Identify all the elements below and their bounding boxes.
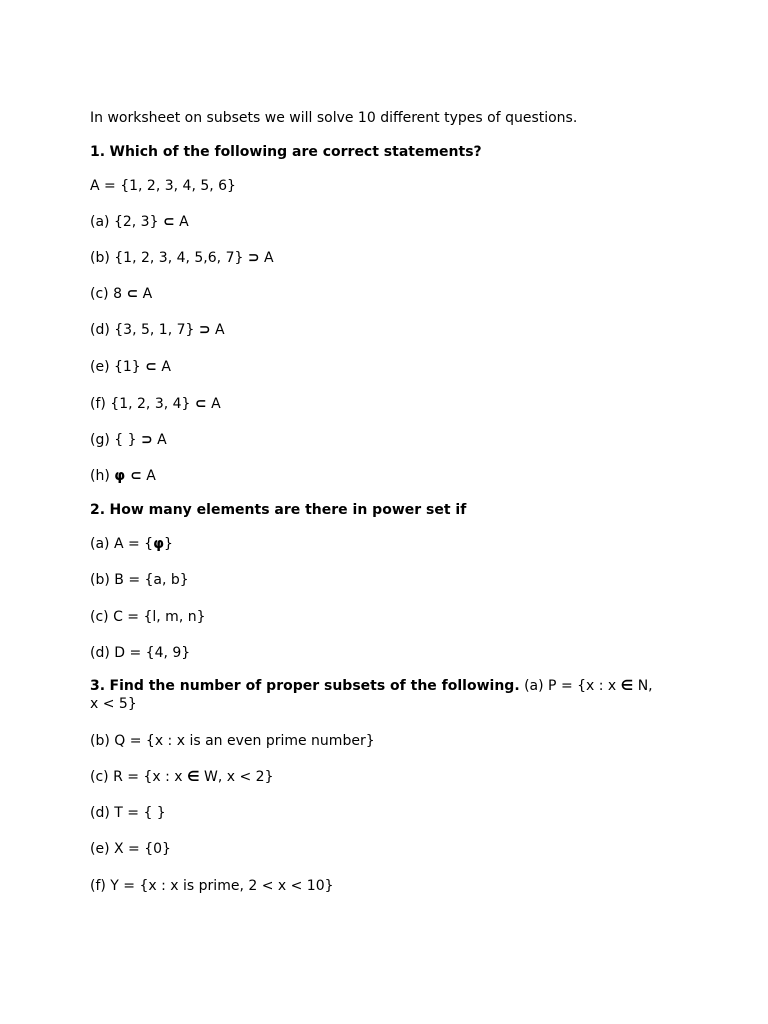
q3-item-f: (f) Y = {x : x is prime, 2 < x < 10} xyxy=(90,878,334,894)
q3-item-a-continuation: x < 5} xyxy=(90,696,137,712)
q3-item-e: (e) X = {0} xyxy=(90,841,171,857)
question-2-number: 2. xyxy=(90,502,106,518)
intro-text: In worksheet on subsets we will solve 10 different types of questions. xyxy=(90,110,578,126)
item-text-end: W, x < 2} xyxy=(204,769,274,785)
q1-item-e xyxy=(90,358,680,376)
question-1-set-definition: A = {1, 2, 3, 4, 5, 6} xyxy=(90,178,236,194)
empty-set-symbol: φ xyxy=(153,536,165,552)
q1-item-c xyxy=(90,285,680,303)
subset-symbol: ⊂ xyxy=(126,286,139,302)
q1-item-d xyxy=(90,321,680,339)
q3-item-c xyxy=(90,768,680,786)
q1-item-h xyxy=(90,467,680,485)
q1-item-b xyxy=(90,249,680,267)
item-text: (a) A = { xyxy=(90,536,154,552)
superset-symbol: ⊃ xyxy=(247,250,260,266)
item-text: (c) R = {x : x xyxy=(90,769,183,785)
q2-item-d: (d) D = {4, 9} xyxy=(90,645,191,661)
q3-item-a-text: (a) P = {x : x xyxy=(524,678,617,694)
superset-symbol: ⊃ xyxy=(198,322,211,338)
item-text-end: } xyxy=(164,536,173,552)
question-1-title: Which of the following are correct statements? xyxy=(109,144,482,160)
item-rest: A xyxy=(264,250,274,266)
superset-symbol: ⊃ xyxy=(140,432,153,448)
item-rest: A xyxy=(146,468,156,484)
item-rest: A xyxy=(161,359,171,375)
q2-item-a xyxy=(90,535,680,553)
subset-symbol: ⊂ xyxy=(162,214,175,230)
item-label: (f) {1, 2, 3, 4} xyxy=(90,396,191,412)
item-label: (b) {1, 2, 3, 4, 5,6, 7} xyxy=(90,250,244,266)
subset-symbol: ⊂ xyxy=(194,396,207,412)
question-3-title: Find the number of proper subsets of the following. xyxy=(109,678,520,694)
q1-item-f xyxy=(90,395,680,413)
item-rest: A xyxy=(215,322,225,338)
question-3-heading xyxy=(90,677,680,695)
q3-item-b: (b) Q = {x : x is an even prime number} xyxy=(90,733,375,749)
item-rest: A xyxy=(142,286,153,302)
item-label: (g) { } xyxy=(90,432,137,448)
item-label: (a) {2, 3} xyxy=(90,214,159,230)
question-1-heading xyxy=(90,143,680,161)
item-rest: A xyxy=(157,432,167,448)
q3-item-d: (d) T = { } xyxy=(90,805,166,821)
q2-item-c: (c) C = {l, m, n} xyxy=(90,609,206,625)
item-label: (d) {3, 5, 1, 7} xyxy=(90,322,195,338)
element-of-symbol: ∈ xyxy=(186,769,200,785)
q1-item-g xyxy=(90,431,680,449)
question-2-title: How many elements are there in power set if xyxy=(109,502,467,518)
question-1-number: 1. xyxy=(90,144,106,160)
empty-set-subset-symbol: φ ⊂ xyxy=(114,468,142,484)
item-rest: A xyxy=(211,396,221,412)
item-label: (c) 8 xyxy=(90,286,122,302)
question-3-number: 3. xyxy=(90,678,106,694)
q2-item-b: (b) B = {a, b} xyxy=(90,572,189,588)
item-rest: A xyxy=(179,214,189,230)
item-label: (h) xyxy=(90,468,110,484)
element-of-symbol: ∈ xyxy=(620,678,634,694)
item-label: (e) {1} xyxy=(90,359,141,375)
q1-item-a xyxy=(90,213,680,231)
q3-item-a-text-end: N, xyxy=(637,678,653,694)
subset-symbol: ⊂ xyxy=(145,359,157,375)
question-2-heading xyxy=(90,501,680,519)
